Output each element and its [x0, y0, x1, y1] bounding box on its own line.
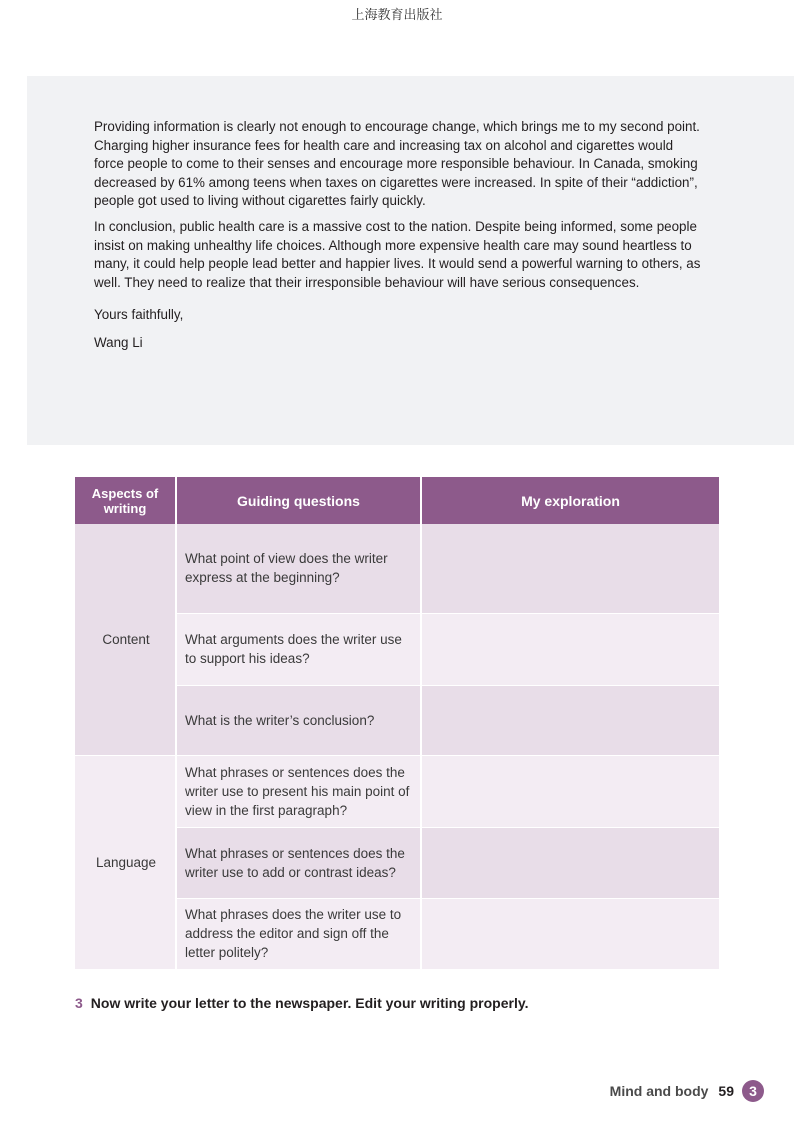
letter-paragraph: In conclusion, public health care is a massive cost to the nation. Despite being informed, some people insist on making unhealthy life choices. Although more expensive health care may sound heartless to many, it could help people lead better and happier lives. It would send a powerful warning to others, as well. They need to realize that their irresponsible behaviour will have serious consequences.: [94, 218, 701, 290]
aspect-content: Content: [75, 524, 176, 755]
guiding-question: What phrases or sentences does the writer use to add or contrast ideas?: [176, 827, 421, 898]
exploration-cell[interactable]: [421, 827, 719, 898]
guiding-question: What arguments does the writer use to support his ideas?: [176, 613, 421, 685]
guiding-question: What is the writer’s conclusion?: [176, 685, 421, 755]
table-row: [75, 524, 719, 613]
header-guiding-questions: Guiding questions: [176, 477, 421, 524]
guiding-question: What phrases does the writer use to address the editor and sign off the letter politely?: [176, 898, 421, 969]
page-footer: [610, 1080, 764, 1102]
letter-body: [94, 118, 706, 360]
publisher-header: 上海教育出版社: [351, 8, 443, 23]
task-instruction: [75, 995, 529, 1011]
header-aspects: Aspects of writing: [75, 477, 176, 524]
unit-title: Mind and body: [609, 1083, 709, 1099]
guiding-questions-table: [75, 477, 719, 970]
letter-signature: Wang Li: [94, 334, 143, 350]
exploration-cell[interactable]: [421, 613, 719, 685]
letter-paragraph: Providing information is clearly not enough to encourage change, which brings me to my second point. Charging higher insurance fees for health care and increasing tax on alcohol and cigarettes would force people to come to their senses and encourage more responsible behaviour. In Canada, smoking decreased by 61% among teens when taxes on cigarettes were increased. In spite of their “addiction”, people got used to living without cigarettes fairly quickly.: [94, 119, 700, 209]
header-my-exploration: My exploration: [421, 477, 719, 524]
page-number: 59: [718, 1083, 734, 1099]
exploration-cell[interactable]: [421, 685, 719, 755]
guiding-question: What phrases or sentences does the writer use to present his main point of view in the first paragraph?: [176, 755, 421, 827]
exploration-cell[interactable]: [421, 898, 719, 969]
unit-number-badge: 3: [742, 1080, 764, 1102]
aspect-language: Language: [75, 755, 176, 969]
letter-closing: Yours faithfully,: [94, 307, 184, 323]
exploration-cell[interactable]: [421, 755, 719, 827]
task-number: 3: [75, 995, 83, 1011]
guiding-question: What point of view does the writer express at the beginning?: [176, 524, 421, 613]
table-row: [75, 755, 719, 827]
table-header-row: [75, 477, 719, 524]
task-text: Now write your letter to the newspaper. Edit your writing properly.: [90, 995, 529, 1011]
exploration-cell[interactable]: [421, 524, 719, 613]
